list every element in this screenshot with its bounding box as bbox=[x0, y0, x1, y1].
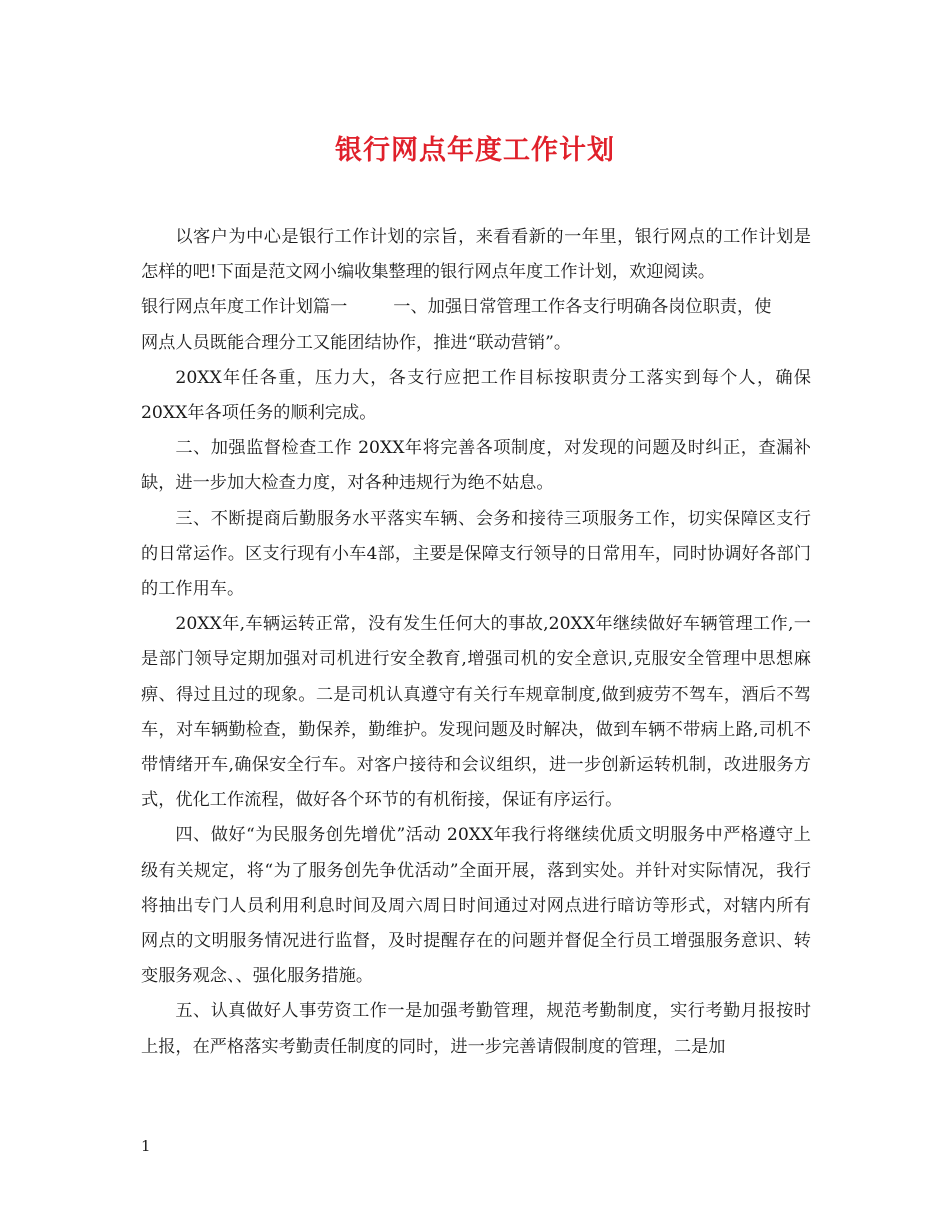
section-heading: 银行网点年度工作计划篇一 bbox=[141, 297, 348, 318]
paragraph-continuation: 网点人员既能合理分工又能团结协作，推进“联动营销”。 bbox=[141, 332, 572, 353]
paragraph: 20XX年任各重，压力大，各支行应把工作目标按职责分工落实到每个人，确保20XX年各项任务的顺利完成。 bbox=[141, 367, 811, 424]
page-number: 1 bbox=[141, 1137, 151, 1155]
document-title: 银行网点年度工作计划 bbox=[335, 135, 615, 166]
intro-paragraph: 以客户为中心是银行工作计划的宗旨，来看看新的一年里，银行网点的工作计划是怎样的吧!下面是范文网小编收集整理的银行网点年度工作计划，欢迎阅读。 bbox=[141, 227, 811, 283]
section-heading-line bbox=[141, 290, 811, 325]
paragraph: 三、不断提商后勤服务水平落实车辆、会务和接待三项服务工作，切实保障区支行的日常运作。区支行现有小车4部，主要是保障支行领导的日常用车，同时协调好各部门的工作用车。 bbox=[141, 508, 811, 600]
paragraph: 20XX年,车辆运转正常，没有发生任何大的事故,20XX年继续做好车辆管理工作,一是部门领导定期加强对司机进行安全教育,增强司机的安全意识,克服安全管理中思想麻痹、得过且过的现象。二是司机认真遵守有关行车规章制度,做到疲劳不驾车，酒后不驾车，对车辆勤检查，勤保养，勤维护。发现问题及时解决，做到车辆不带病上路,司机不带情绪开车,确保安全行车。对客户接待和会议组织，进一步创新运转机制，改进服务方式，优化工作流程，做好各个环节的有机衔接，保证有序运行。 bbox=[141, 614, 811, 811]
section-first-text: 一、加强日常管理工作各支行明确各岗位职责，使 bbox=[393, 297, 772, 318]
paragraph: 四、做好“为民服务创先增优”活动 20XX年我行将继续优质文明服务中严格遵守上级有关规定，将“为了服务创先争优活动”全面开展，落到实处。并针对实际情况，我行将抽出专门人员利用利息时间及周六周日时间通过对网点进行暗访等形式，对辖内所有网点的文明服务情况进行监督，及时提醒存在的问题并督促全行员工增强服务意识、转变服务观念、、强化服务措施。 bbox=[141, 825, 811, 987]
paragraph: 五、认真做好人事劳资工作一是加强考勤管理，规范考勤制度，实行考勤月报按时上报，在严格落实考勤责任制度的同时，进一步完善请假制度的管理，二是加 bbox=[141, 1001, 811, 1057]
paragraph: 二、加强监督检查工作 20XX年将完善各项制度，对发现的问题及时纠正，查漏补缺，进一步加大检查力度，对各种违规行为绝不姑息。 bbox=[141, 438, 811, 494]
document-body bbox=[141, 220, 811, 1065]
